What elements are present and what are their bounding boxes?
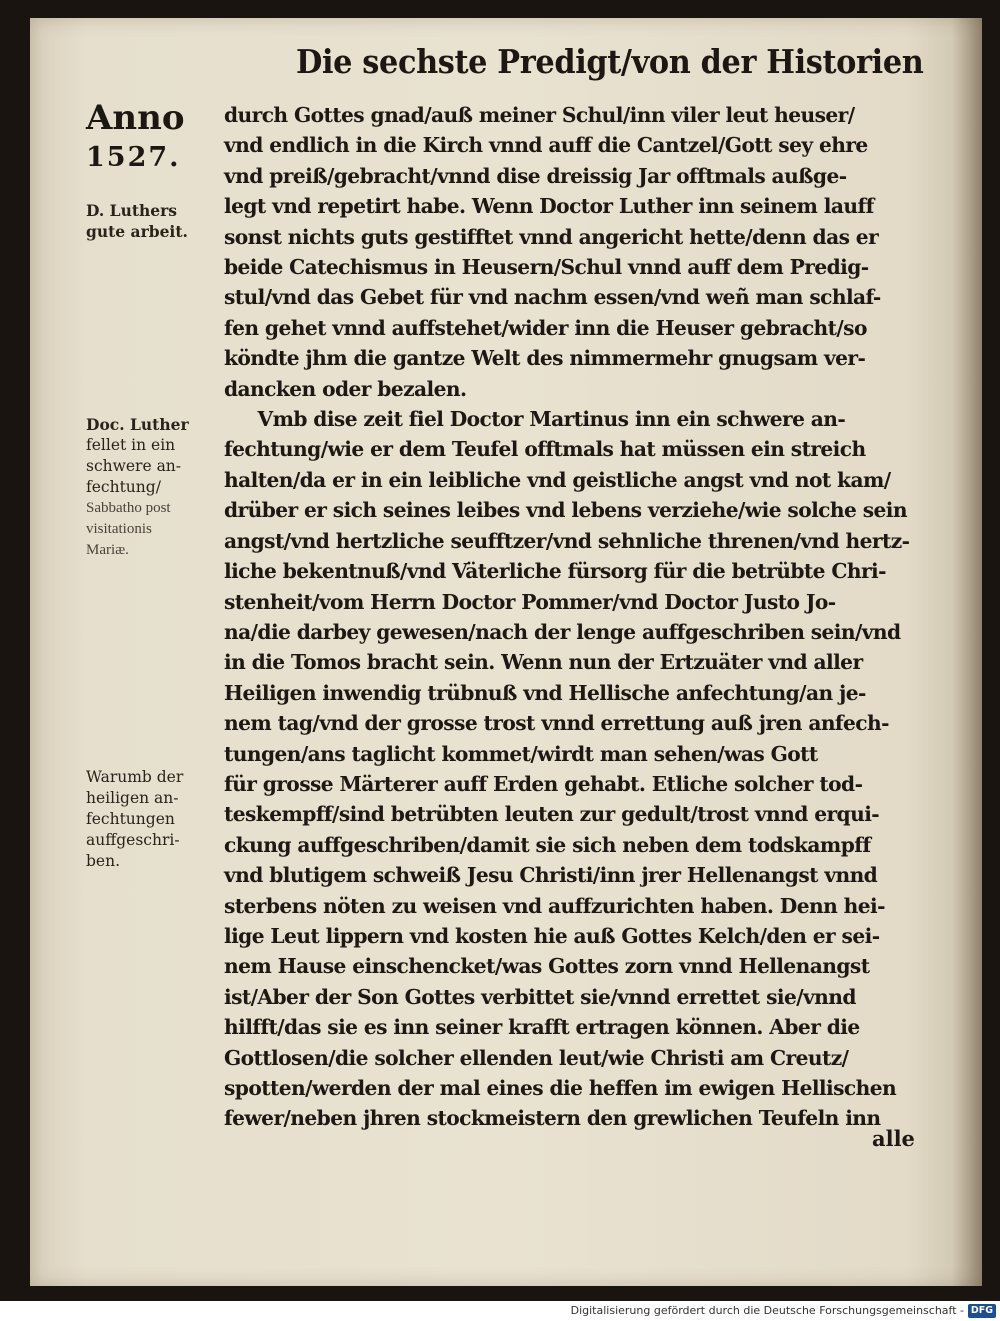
body-text-line: dancken oder bezalen. (224, 376, 467, 401)
body-text-line: angst/vnd hertzliche seufftzer/vnd sehnliche threnen/vnd hertz- (224, 528, 910, 553)
body-text-line: na/die darbey gewesen/nach der lenge auffgeschriben sein/vnd (224, 619, 901, 644)
body-text-line: vnd endlich in die Kirch vnnd auff die Cantzel/Gott sey ehre (224, 133, 868, 158)
body-text-line: ckung auffgeschriben/damit sie sich neben dem todskampff (224, 832, 871, 857)
marginal-note-line: D. Luthers (86, 201, 178, 220)
page-gutter-shadow (952, 18, 982, 1286)
body-text-line: lige Leut lippern vnd kosten hie auß Gottes Kelch/den er sei- (224, 923, 880, 948)
marginal-note-temptation (86, 414, 228, 561)
body-text-line: nem tag/vnd der grosse trost vnnd errettung auß jren anfech- (224, 711, 889, 736)
body-text-line: in die Tomos bracht sein. Wenn nun der Ertzuäter vnd aller (224, 650, 863, 675)
marginal-note-line: Doc. Luther (86, 415, 189, 434)
marginal-note-line: gute arbeit. (86, 222, 188, 241)
body-text-line: stenheit/vom Herrn Doctor Pommer/vnd Doctor Justo Jo- (224, 589, 836, 614)
body-text-line: liche bekentnuß/vnd Väterliche fürsorg für die betrübte Chri- (224, 559, 886, 584)
body-text-line: sterbens nöten zu weisen vnd auffzurichten haben. Denn hei- (224, 893, 885, 918)
marginal-note-line: ben. (86, 852, 121, 870)
marginal-note-line: schwere an- (86, 457, 182, 475)
body-text-line: für grosse Märterer auff Erden gehabt. Etliche solcher tod- (224, 771, 863, 796)
funding-credit: Digitalisierung gefördert durch die Deutsche Forschungsgemeinschaft - (570, 1304, 964, 1317)
body-text-line: halten/da er in ein leibliche vnd geistliche angst vnd not kam/ (224, 467, 891, 492)
body-text-line: stul/vnd das Gebet für vnd nachm essen/vnd weñ man schlaf- (224, 285, 881, 310)
catchword: alle (872, 1126, 915, 1151)
marginal-note-latin-line: visitationis (86, 521, 152, 537)
footer-bar (0, 1301, 1000, 1321)
marginal-note-luther-work (86, 200, 228, 242)
body-text-line: spotten/werden der mal eines die heffen im ewigen Hellischen (224, 1076, 897, 1100)
body-text-line: tungen/ans taglicht kommet/wirdt man sehen/was Gott (224, 741, 818, 766)
body-text-line: fewer/neben jhren stockmeistern den grewlichen Teufeln inn (224, 1106, 881, 1131)
body-text (224, 100, 924, 1134)
marginal-note-saints (86, 767, 228, 872)
body-text-line: fen gehet vnnd auffstehet/wider inn die Heuser gebracht/so (224, 315, 867, 340)
body-text-line: teskempff/sind betrübten leuten zur gedult/trost vnnd erqui- (224, 802, 880, 827)
marginal-note-line: auffgeschri- (86, 831, 180, 849)
running-title: Die sechste Predigt/von der Historien (296, 42, 924, 81)
body-text-line: legt vnd repetirt habe. Wenn Doctor Luther inn seinem lauff (224, 194, 874, 219)
margin-year (86, 98, 185, 178)
body-text-line: köndte jhm die gantze Welt des nimmermehr gnugsam ver- (224, 346, 866, 371)
marginal-note-line: Warumb der (86, 768, 184, 786)
body-text-line: sonst nichts guts gestifftet vnnd angericht hette/denn das er (224, 224, 879, 249)
body-text-line: Gottlosen/die solcher ellenden leut/wie Christi am Creutz/ (224, 1045, 849, 1070)
body-text-line: beide Catechismus in Heusern/Schul vnnd auff dem Predig- (224, 255, 869, 280)
body-text-line: hilfft/das sie es inn seiner krafft ertragen können. Aber die (224, 1015, 860, 1040)
dfg-logo: DFG (968, 1304, 996, 1318)
body-text-line: nem Hause einschencket/was Gottes zorn vnnd Hellenangst (224, 954, 870, 979)
marginal-note-line: fechtungen (86, 810, 175, 828)
body-text-line: fechtung/wie er dem Teufel offtmals hat müssen ein streich (224, 437, 866, 462)
body-text-line: vnd preiß/gebracht/vnnd dise dreissig Jar offtmals außge- (224, 163, 847, 188)
body-text-line: vnd blutigem schweiß Jesu Christi/inn jrer Hellenangst vnnd (224, 863, 878, 888)
marginal-note-line: fellet in ein (86, 436, 176, 454)
margin-year-word: Anno (86, 98, 185, 138)
margin-year-number: 1527. (86, 142, 181, 173)
marginal-note-line: fechtung/ (86, 478, 161, 496)
marginal-note-latin-line: Mariæ. (86, 542, 129, 558)
marginal-note-line: heiligen an- (86, 789, 179, 807)
body-text-line: Vmb dise zeit fiel Doctor Martinus inn ein schwere an- (257, 407, 846, 432)
body-text-line: durch Gottes gnad/auß meiner Schul/inn viler leut heuser/ (224, 103, 855, 127)
marginal-note-latin-line: Sabbatho post (86, 500, 171, 516)
body-text-line: Heiligen inwendig trübnuß vnd Hellische anfechtung/an je- (224, 680, 866, 705)
body-text-line: ist/Aber der Son Gottes verbittet sie/vnnd errettet sie/vnnd (224, 984, 856, 1009)
body-text-line: drüber er sich seines leibes vnd lebens verziehe/wie solche sein (224, 498, 907, 523)
